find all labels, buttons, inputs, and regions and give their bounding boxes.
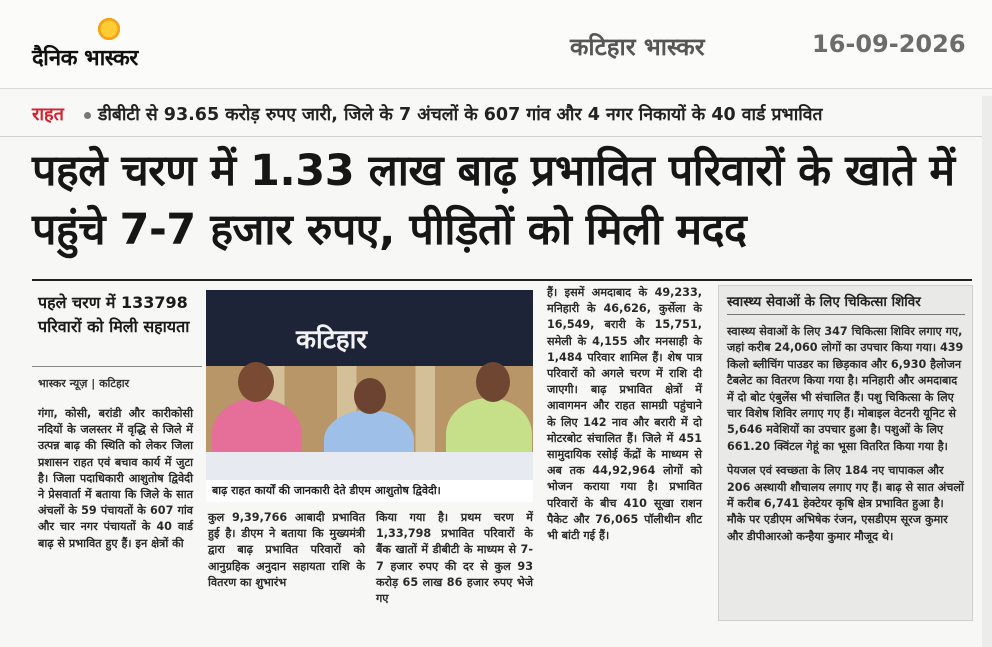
news-photo: [206, 290, 533, 502]
sun-logo-icon: [96, 16, 122, 42]
newspaper-logo: दैनिक भास्कर: [32, 46, 138, 71]
headline: पहले चरण में 1.33 लाख बाढ़ प्रभावित परिवारों के खाते में पहुंचे 7-7 हजार रुपए, पीड़ितों को मिली मदद: [32, 146, 955, 255]
sidebar-title: स्वास्थ्य सेवाओं के लिए चिकित्सा शिविर: [727, 294, 921, 310]
article-column-1: गंगा, कोसी, बरांडी और कारीकोसी नदियों के जलस्तर में वृद्धि से जिले में उत्पन्न बाढ़ की स्थिति को लेकर जिला प्रशासन राहत एवं बचाव कार्य में जुटा है। जिला पदाधिकारी आशुतोष द्विवेदी ने प्रेसवार्ता में बताया कि जिले के सात अंचलों के 59 पंचायतों के 607 गांव और चार नगर पंचायतों के 40 वार्ड बाढ़ से प्रभावित हुए हैं। इन क्षेत्रों की: [38, 407, 193, 550]
subhead-divider: [32, 366, 202, 367]
article-column-2: कुल 9,39,766 आबादी प्रभावित हुई है। डीएम ने बताया कि मुख्यमंत्री द्वारा बाढ़ प्रभावित परिवारों को आनुग्रहिक अनुदान सहायता राशि के वितरण का शुभारंभ: [208, 511, 365, 589]
person-center-head-icon: [354, 378, 386, 414]
headline-divider: [32, 279, 972, 281]
masthead: [0, 0, 992, 89]
sidebar-body: [727, 324, 965, 553]
kicker-line: [0, 96, 992, 137]
person-right-head-icon: [476, 362, 510, 402]
photo-caption: बाढ़ राहत कार्यों की जानकारी देते डीएम आशुतोष द्विवेदी।: [206, 480, 533, 502]
photo-banner: [206, 290, 533, 366]
photo-banner-text: कटिहार: [296, 325, 367, 355]
page-edge: [982, 96, 992, 647]
edition-date: 16-09-2026: [812, 30, 966, 58]
sidebar-paragraph-1: स्वास्थ्य सेवाओं के लिए 347 चिकित्सा शिविर लगाए गए, जहां करीब 24,060 लोगों का उपचार किया गया। 439 किलो ब्लीचिंग पाउडर का छिड़काव और 6,930 हैलोजन टैबलेट का वितरण किया गया है। मनिहारी और अमदाबाद में दो बोट एंबुलेंस भी संचालित हैं। पशु चिकित्सा के लिए चार विशेष शिविर लगाए गए हैं। मोबाइल वेटनरी यूनिट से 5,646 मवेशियों का उपचार हुआ है। पशुओं के लिए 661.20 क्विंटल गेहूं का भूसा वितरित किया गया है।: [727, 325, 964, 453]
subheadline: पहले चरण में 133798 परिवारों को मिली सहायता: [38, 293, 190, 336]
article-column-3: किया गया है। प्रथम चरण में 1,33,798 प्रभावित परिवारों के बैंक खातों में डीबीटी के माध्यम से 7-7 हजार रुपए की दर से कुल 93 करोड़ 65 लाख 86 हजार रुपए भेजे गए: [376, 511, 533, 606]
sidebar-divider: [727, 314, 965, 315]
person-left-head-icon: [238, 362, 274, 402]
kicker-text: डीबीटी से 93.65 करोड़ रुपए जारी, जिले के 7 अंचलों के 607 गांव और 4 नगर निकायों के 40 वार्ड प्रभावित: [98, 105, 823, 125]
sidebar-paragraph-2: पेयजल एवं स्वच्छता के लिए 184 नए चापाकल और 206 अस्थायी शौचालय लगाए गए हैं। बाढ़ से सात अंचलों में करीब 6,741 हेक्टेयर कृषि क्षेत्र प्रभावित हुआ है। मौके पर एडीएम अभिषेक रंजन, एसडीएम सूरज कुमार और डीपीआरओ कन्हैया कुमार मौजूद थे।: [727, 464, 964, 543]
edition-name: कटिहार भास्कर: [570, 33, 705, 61]
sidebar-box: [718, 285, 973, 621]
bullet-icon: [84, 112, 91, 119]
byline: भास्कर न्यूज़ | कटिहार: [38, 377, 130, 390]
kicker-tag: राहत: [32, 104, 64, 125]
article-column-4: हैं। इसमें अमदाबाद के 49,233, मनिहारी के 46,626, कुर्सेला के 16,549, बरारी के 15,751, समेली के 4,155 और मनसाही के 1,484 परिवार शामिल हैं। शेष पात्र परिवारों को अगले चरण में राशि दी जाएगी। बाढ़ प्रभावित क्षेत्रों में आवागमन और राहत सामग्री पहुंचाने के लिए 142 नाव और बरारी में दो मोटरबोट संचालित हैं। जिले में 451 सामुदायिक रसोई केंद्रों के माध्यम से अब तक 44,92,964 लोगों को भोजन कराया गया है। प्रभावित परिवारों के बीच 410 सूखा राशन पैकेट और 76,065 पॉलीथीन शीट भी बांटी गई हैं।: [547, 286, 702, 543]
